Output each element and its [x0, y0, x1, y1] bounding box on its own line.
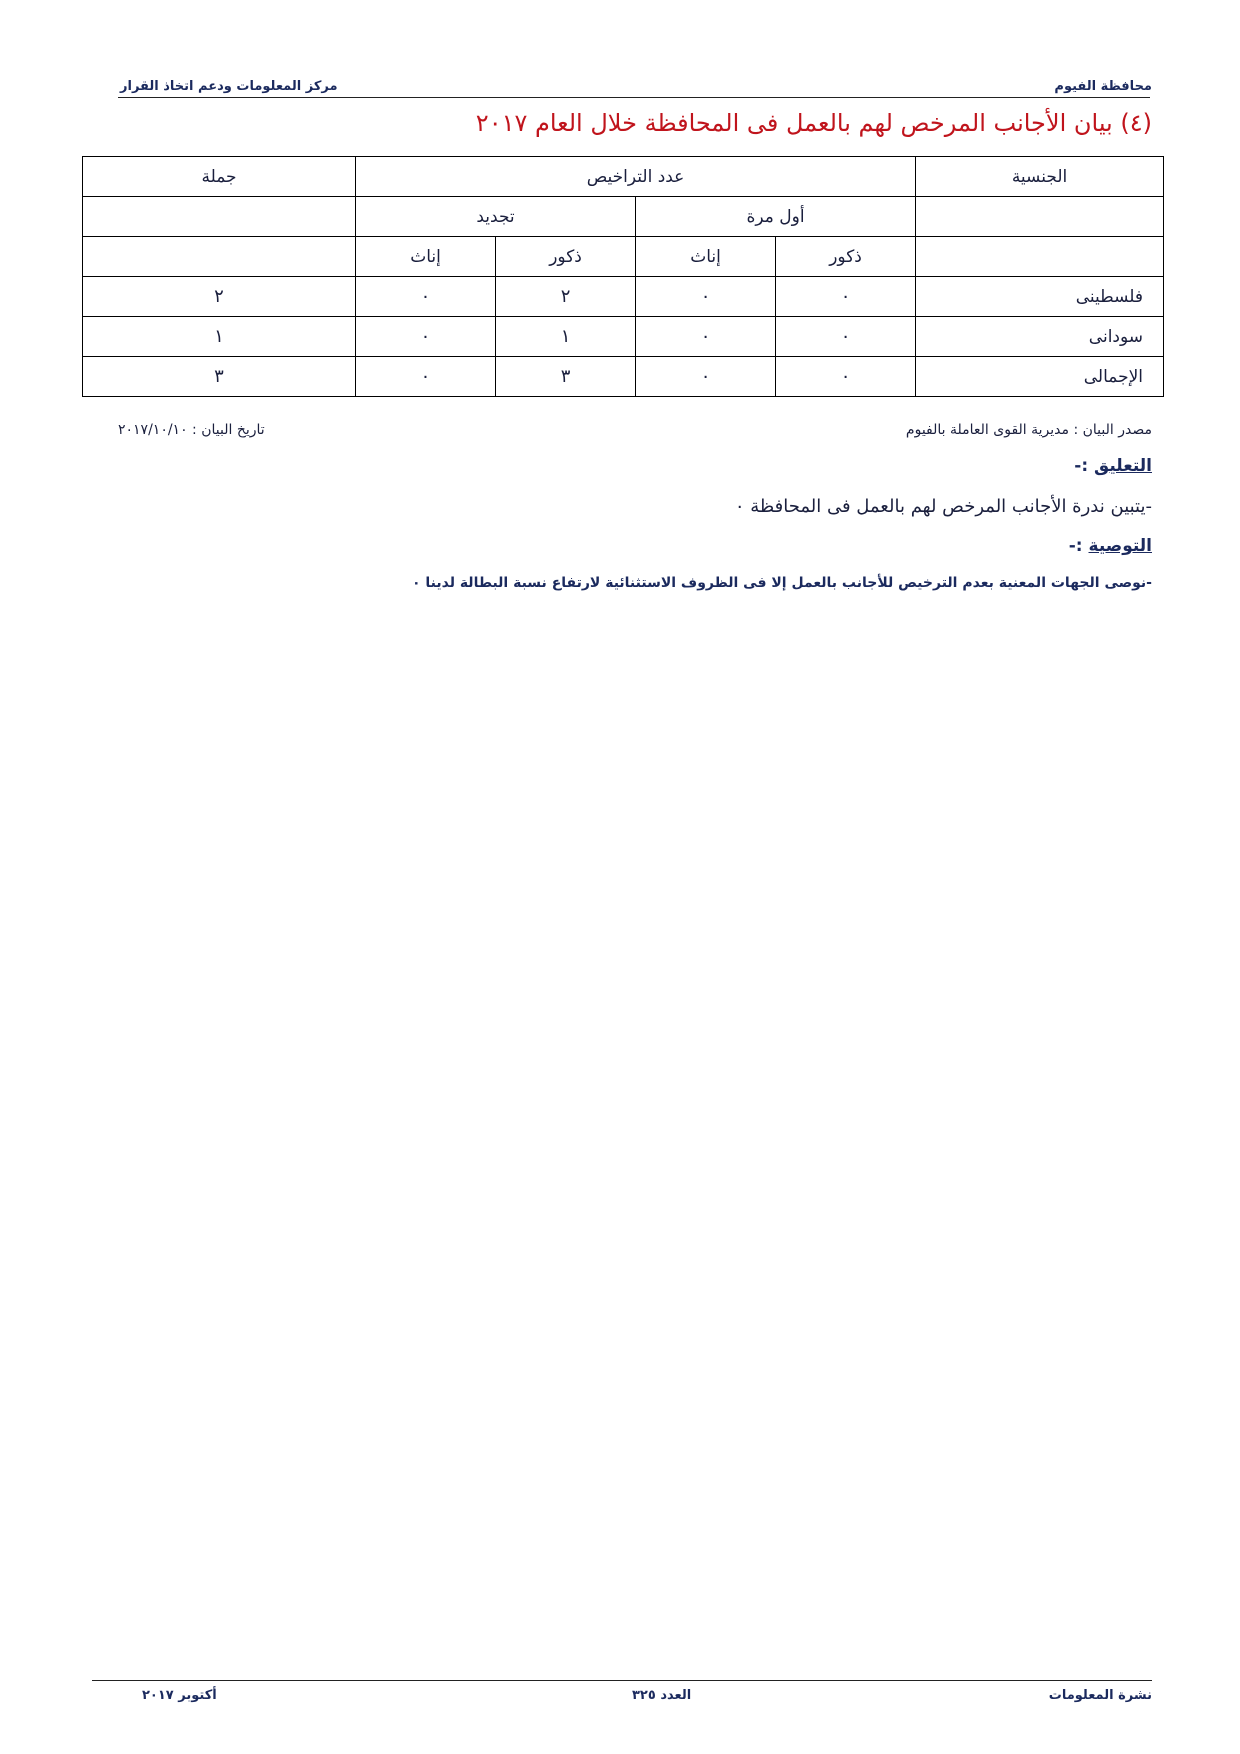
footer-divider: [92, 1680, 1152, 1681]
header-first-males: ذكور: [776, 237, 916, 277]
footer-issue-date: أكتوبر ٢٠١٧: [142, 1688, 217, 1703]
footer-issue-number: العدد ٣٢٥: [632, 1688, 692, 1703]
cell-renew-males: ٣: [496, 357, 636, 397]
header-center-name: مركز المعلومات ودعم اتخاذ القرار: [120, 79, 338, 94]
data-source: مصدر البيان : مديرية القوى العاملة بالفيوم: [905, 422, 1152, 438]
comment-text: -يتبين ندرة الأجانب المرخص لهم بالعمل فى المحافظة ٠: [734, 496, 1152, 517]
cell-first-females: ٠: [636, 317, 776, 357]
header-renew-males: ذكور: [496, 237, 636, 277]
recommendation-heading-suffix: :-: [1068, 536, 1089, 556]
cell-nationality: الإجمالى: [916, 357, 1164, 397]
header-renew-females: إناث: [356, 237, 496, 277]
table-row: [83, 277, 1164, 317]
table-gender-row: [83, 237, 1164, 277]
header-divider: [118, 97, 1150, 98]
table-row: [83, 317, 1164, 357]
header-nationality: الجنسية: [916, 157, 1164, 197]
comment-heading-label: التعليق: [1094, 456, 1152, 476]
table-header-row: [83, 157, 1164, 197]
recommendation-heading: [1069, 536, 1152, 556]
header-first-time: أول مرة: [636, 197, 916, 237]
cell-renew-males: ١: [496, 317, 636, 357]
cell-nationality: سودانى: [916, 317, 1164, 357]
cell-renew-females: ٠: [356, 317, 496, 357]
cell-first-males: ٠: [776, 357, 916, 397]
table-row-total: [83, 357, 1164, 397]
footer-bulletin-name: نشرة المعلومات: [1048, 1688, 1152, 1703]
comment-heading-suffix: :-: [1074, 456, 1095, 476]
cell-total: ١: [83, 317, 356, 357]
cell-renew-females: ٠: [356, 277, 496, 317]
recommendation-heading-label: التوصية: [1088, 536, 1152, 556]
header-renewal: تجديد: [356, 197, 636, 237]
data-date: تاريخ البيان : ٢٠١٧/١٠/١٠: [118, 422, 265, 438]
cell-total: ٣: [83, 357, 356, 397]
header-first-females: إناث: [636, 237, 776, 277]
table-subheader-row: [83, 197, 1164, 237]
cell-renew-males: ٢: [496, 277, 636, 317]
cell-first-females: ٠: [636, 357, 776, 397]
cell-renew-females: ٠: [356, 357, 496, 397]
header-total: جملة: [83, 157, 356, 197]
header-licenses-count: عدد التراخيص: [356, 157, 916, 197]
header-governorate: محافظة الفيوم: [1054, 79, 1152, 94]
cell-first-males: ٠: [776, 317, 916, 357]
licenses-table: [82, 156, 1164, 397]
page-title: (٤) بيان الأجانب المرخص لهم بالعمل فى المحافظة خلال العام ٢٠١٧: [475, 109, 1152, 137]
recommendation-text: -نوصى الجهات المعنية بعدم الترخيص للأجانب بالعمل إلا فى الظروف الاستثنائية لارتفاع نسبة البطالة لدينا ٠: [411, 575, 1152, 591]
cell-first-males: ٠: [776, 277, 916, 317]
cell-total: ٢: [83, 277, 356, 317]
comment-heading: [1074, 456, 1152, 476]
cell-nationality: فلسطينى: [916, 277, 1164, 317]
cell-first-females: ٠: [636, 277, 776, 317]
